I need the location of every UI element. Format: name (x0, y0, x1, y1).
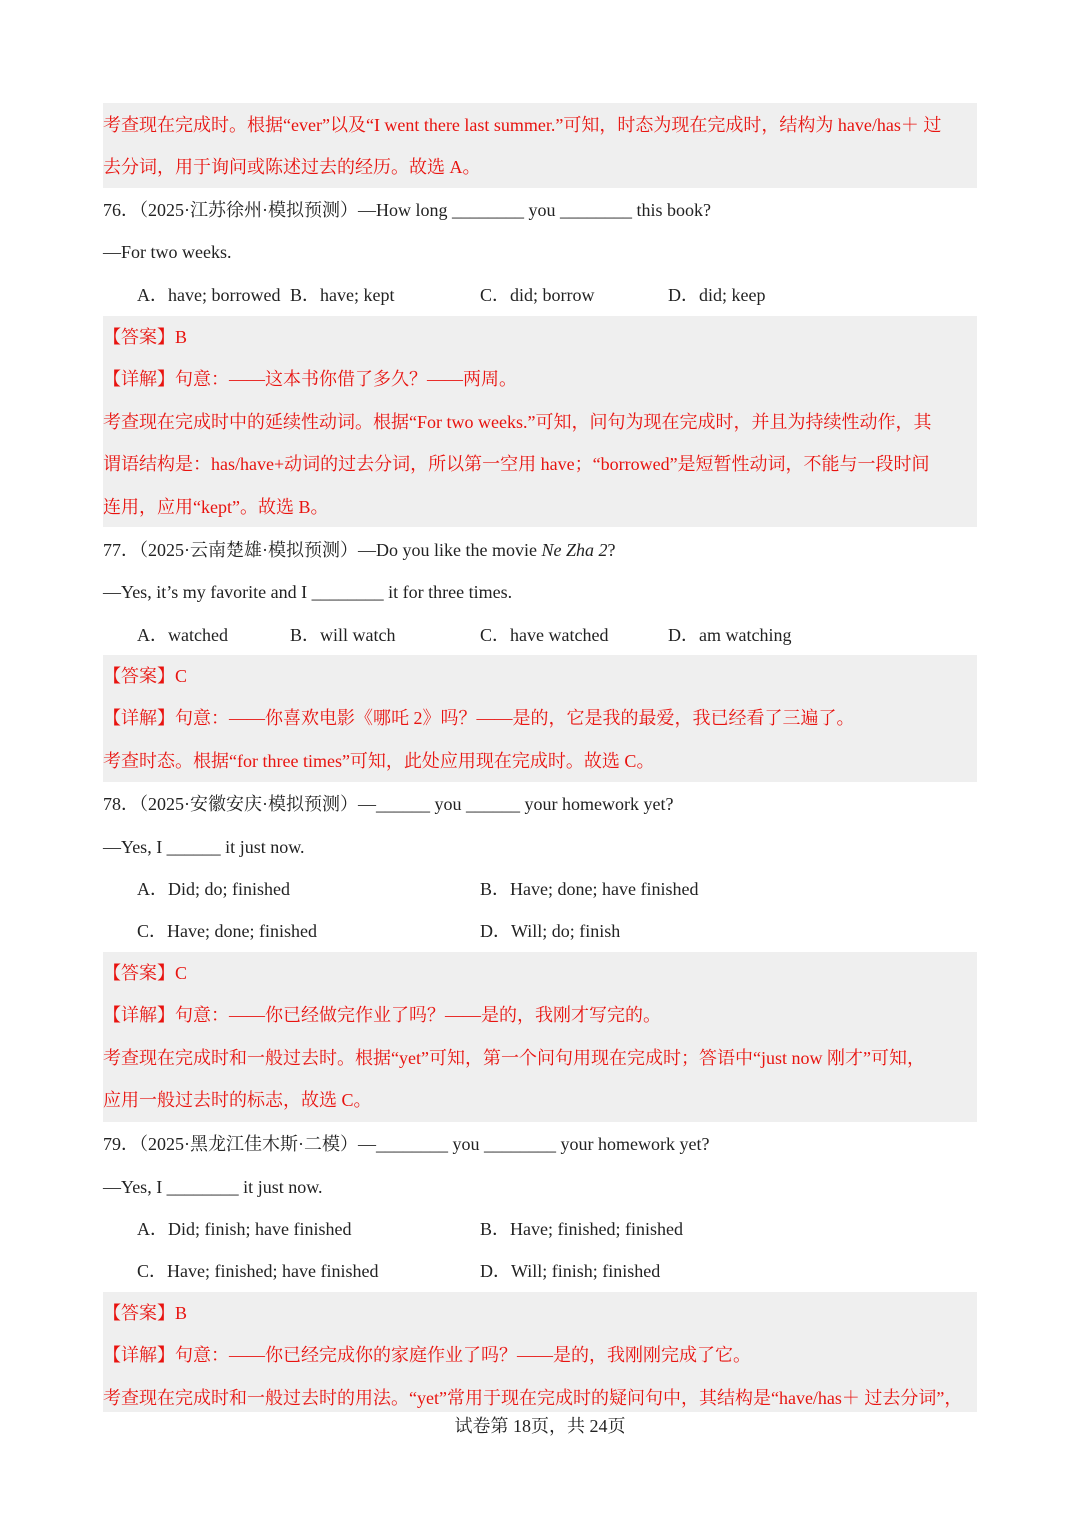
explanation-line: 考查现在完成时和一般过去时。根据“yet”可知，第一个问句用现在完成时；答语中“just now 刚才”可知， (103, 1048, 925, 1068)
option-a: A．watched (137, 625, 228, 645)
explanation-line: 考查现在完成时。根据“ever”以及“I went there last summer.”可知，时态为现在完成时，结构为 have/has＋ 过 (103, 115, 942, 135)
answer-block-79 (103, 1292, 977, 1412)
answer-label: 【答案】C (103, 666, 188, 686)
option-c: C．have watched (480, 625, 609, 645)
option-a: A．have; borrowed (137, 285, 281, 305)
option-c: C．Have; finished; have finished (137, 1261, 379, 1281)
option-b: B．will watch (290, 625, 396, 645)
stem-text: ? (607, 540, 616, 560)
explanation-line: 连用，应用“kept”。故选 B。 (103, 497, 329, 517)
explanation-line: 谓语结构是：has/have+动词的过去分词，所以第一空用 have；“borrowed”是短暂性动词，不能与一段时间 (103, 454, 930, 474)
option-a: A．Did; finish; have finished (137, 1219, 352, 1239)
option-b: B．have; kept (290, 285, 395, 305)
question-stem-77 (103, 536, 615, 564)
option-d: D．did; keep (668, 285, 766, 305)
explanation-block-75 (103, 103, 977, 188)
movie-title: Ne Zha 2 (541, 540, 608, 560)
option-c: C．Have; done; finished (137, 921, 317, 941)
option-a: A．Did; do; finished (137, 879, 290, 899)
question-stem-78: 78．（2025·安徽安庆·模拟预测）—______ you ______ your homework yet? (103, 794, 674, 814)
question-reply-78: —Yes, I ______ it just now. (103, 837, 305, 857)
detail-line: 【详解】句意：——你已经完成你的家庭作业了吗？——是的，我刚刚完成了它。 (103, 1345, 751, 1365)
answer-block-77 (103, 655, 977, 782)
detail-line: 【详解】句意：——这本书你借了多久？——两周。 (103, 369, 517, 389)
detail-line: 【详解】句意：——你已经做完作业了吗？——是的，我刚才写完的。 (103, 1005, 661, 1025)
explanation-line: 考查时态。根据“for three times”可知，此处应用现在完成时。故选 C。 (103, 751, 655, 771)
option-d: D．am watching (668, 625, 792, 645)
question-stem-79: 79．（2025·黑龙江佳木斯·二模）—________ you ________ your homework yet? (103, 1134, 710, 1154)
option-d: D．Will; finish; finished (480, 1261, 661, 1281)
option-d: D．Will; do; finish (480, 921, 621, 941)
question-reply-76: —For two weeks. (103, 242, 232, 262)
explanation-line: 考查现在完成时中的延续性动词。根据“For two weeks.”可知，问句为现在完成时，并且为持续性动作，其 (103, 412, 932, 432)
explanation-line: 应用一般过去时的标志，故选 C。 (103, 1090, 372, 1110)
answer-block-78 (103, 952, 977, 1122)
option-b: B．Have; done; have finished (480, 879, 699, 899)
answer-label: 【答案】B (103, 1303, 188, 1323)
answer-label: 【答案】B (103, 327, 188, 347)
answer-block-76 (103, 316, 977, 527)
question-stem-76: 76．（2025·江苏徐州·模拟预测）—How long ________ you ________ this book? (103, 200, 711, 220)
explanation-line: 考查现在完成时和一般过去时的用法。“yet”常用于现在完成时的疑问句中，其结构是“have/has＋ 过去分词”， (103, 1388, 963, 1408)
option-b: B．Have; finished; finished (480, 1219, 683, 1239)
question-reply-77: —Yes, it’s my favorite and I ________ it for three times. (103, 582, 513, 602)
stem-text: 77．（2025·云南楚雄·模拟预测）—Do you like the movie (103, 540, 542, 560)
question-reply-79: —Yes, I ________ it just now. (103, 1177, 323, 1197)
option-c: C．did; borrow (480, 285, 595, 305)
explanation-line: 去分词，用于询问或陈述过去的经历。故选 A。 (103, 157, 481, 177)
detail-line: 【详解】句意：——你喜欢电影《哪吒 2》吗？——是的，它是我的最爱，我已经看了三遍了。 (103, 708, 855, 728)
page-footer: 试卷第 18页，共 24页 (454, 1416, 626, 1436)
answer-label: 【答案】C (103, 963, 188, 983)
